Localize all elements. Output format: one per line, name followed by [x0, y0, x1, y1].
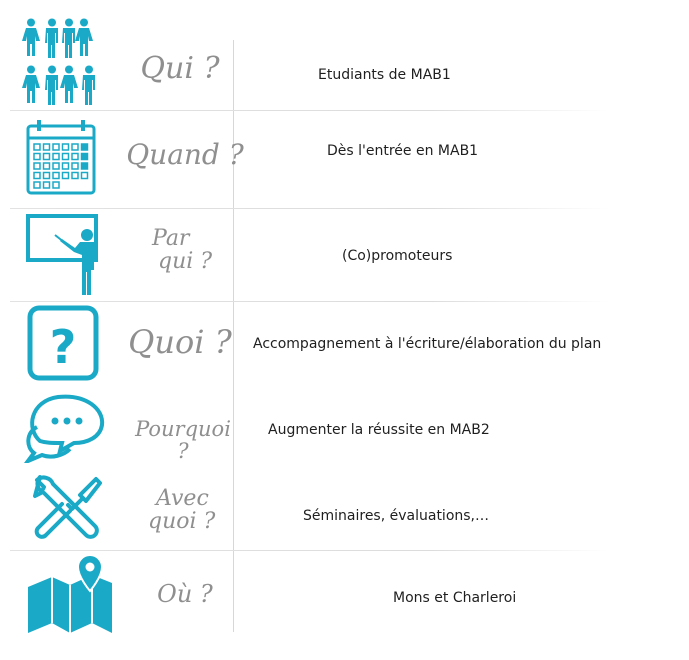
row-divider — [10, 301, 610, 302]
question-label — [140, 487, 220, 533]
row-divider — [10, 110, 610, 111]
question-line-2: qui ? — [158, 249, 213, 275]
row-divider — [10, 550, 610, 551]
answer-text: Etudiants de MAB1 — [318, 67, 451, 83]
question-label — [140, 227, 220, 273]
svg-text:?: ? — [49, 320, 77, 374]
answer-text: Dès l'entrée en MAB1 — [327, 143, 479, 159]
question-label: Quoi ? — [128, 323, 232, 361]
calendar-icon — [25, 118, 97, 196]
question-mark-icon — [27, 305, 99, 381]
map-pin-icon — [24, 553, 116, 635]
speech-bubble-icon — [22, 391, 110, 463]
tools-icon — [30, 473, 104, 549]
question-label: Qui ? — [140, 51, 220, 86]
answer-text: (Co)promoteurs — [342, 248, 453, 264]
row-divider — [10, 208, 610, 209]
question-line-1: Par — [152, 226, 190, 251]
answer-text: Augmenter la réussite en MAB2 — [268, 422, 490, 438]
presenter-board-icon — [25, 213, 101, 297]
question-line-2: quoi ? — [148, 509, 216, 535]
question-label: Où ? — [157, 580, 213, 608]
answer-text: Séminaires, évaluations,… — [303, 508, 490, 524]
answer-text: Mons et Charleroi — [393, 590, 517, 606]
answer-text: Accompagnement à l'écriture/élaboration du plan — [253, 336, 602, 352]
question-label: Quand ? — [126, 138, 244, 171]
question-line-1: Avec — [156, 486, 209, 511]
question-label: Pourquoi ? — [135, 417, 231, 464]
people-icon — [22, 18, 100, 108]
